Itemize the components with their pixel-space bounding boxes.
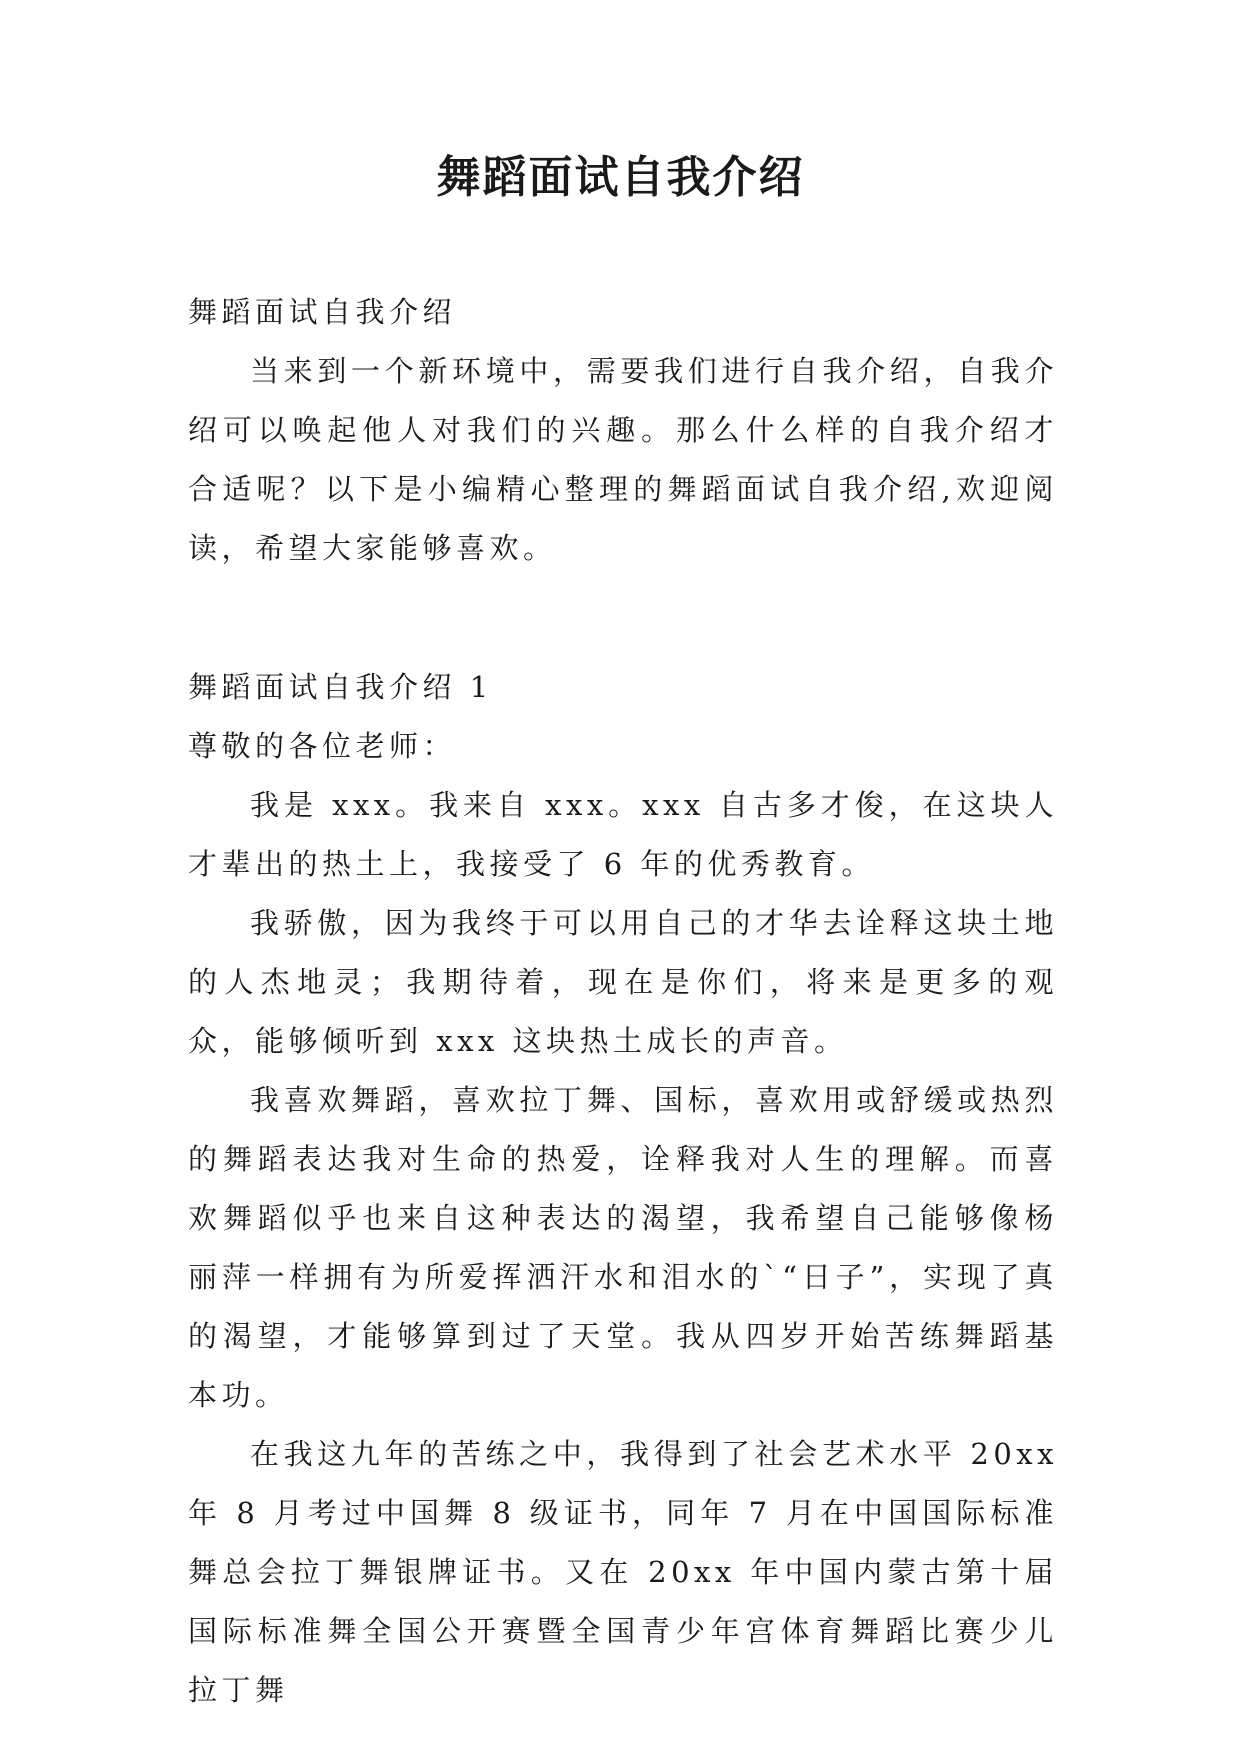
section-heading: 舞蹈面试自我介绍 1 <box>188 670 493 704</box>
body-paragraph: 在我这九年的苦练之中，我得到了社会艺术水平 20xx 年 8 月考过中国舞 8 级证书，同年 7 月在中国国际标准舞总会拉丁舞银牌证书。又在 20xx 年中国内蒙古第十届国际标准舞全国公开赛暨全国青少年宫体育舞蹈比赛少儿拉丁舞 <box>188 1437 1058 1707</box>
section-spacer <box>188 578 1058 658</box>
document-title: 舞蹈面试自我介绍 <box>436 152 805 203</box>
document-body <box>188 283 1058 1720</box>
body-paragraph: 我骄傲，因为我终于可以用自己的才华去诠释这块土地的人杰地灵；我期待着，现在是你们，将来是更多的观众，能够倾听到 xxx 这块热土成长的声音。 <box>188 906 1058 1058</box>
subtitle: 舞蹈面试自我介绍 <box>188 295 457 329</box>
intro-paragraph: 当来到一个新环境中，需要我们进行自我介绍，自我介绍可以唤起他人对我们的兴趣。那么什么样的自我介绍才合适呢？以下是小编精心整理的舞蹈面试自我介绍,欢迎阅读，希望大家能够喜欢。 <box>188 354 1058 565</box>
body-paragraph: 我喜欢舞蹈，喜欢拉丁舞、国标，喜欢用或舒缓或热烈的舞蹈表达我对生命的热爱，诠释我对人生的理解。而喜欢舞蹈似乎也来自这种表达的渴望，我希望自己能够像杨丽萍一样拥有为所爱挥洒汗水和泪水的`“日子”，实现了真的渴望，才能够算到过了天堂。我从四岁开始苦练舞蹈基本功。 <box>188 1083 1058 1412</box>
body-paragraph: 我是 xxx。我来自 xxx。xxx 自古多才俊，在这块人才辈出的热土上，我接受了 6 年的优秀教育。 <box>188 788 1058 881</box>
salutation: 尊敬的各位老师： <box>188 729 457 763</box>
